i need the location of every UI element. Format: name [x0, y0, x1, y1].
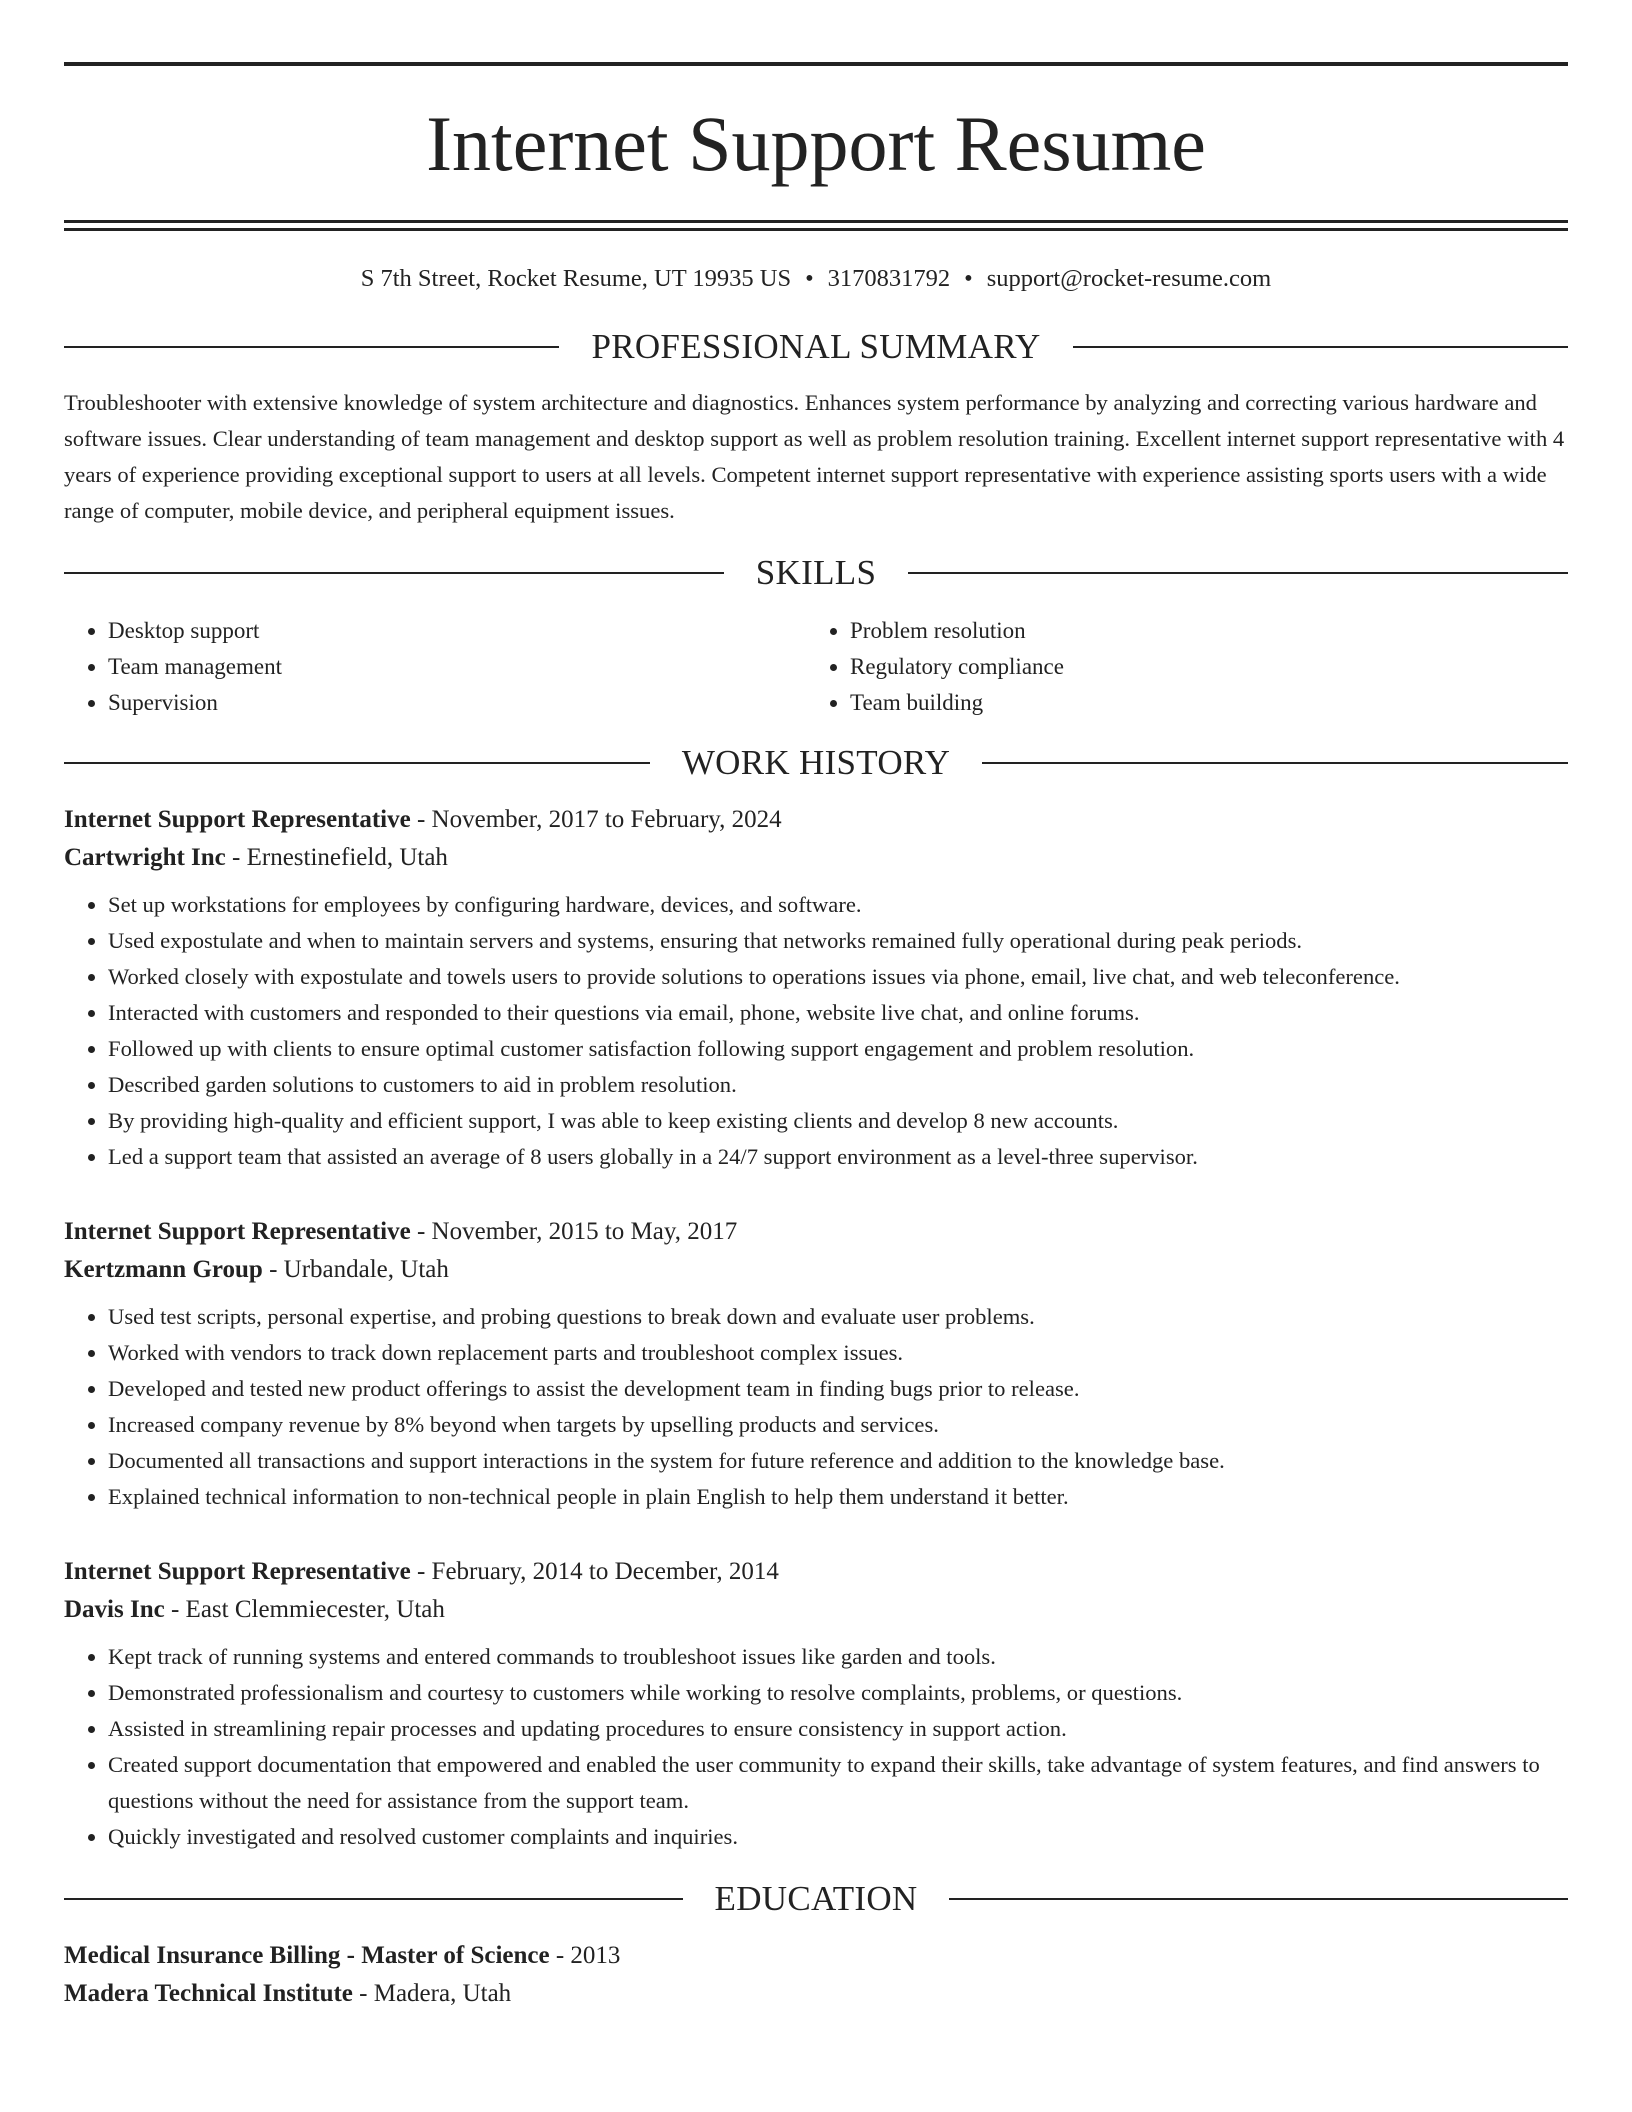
duty-item: • Demonstrated professionalism and courtesy to customers while working to resolve complaints, problems, or questions. — [108, 1675, 1568, 1711]
duty-item: • By providing high-quality and efficient support, I was able to keep existing clients and develop 8 new accounts. — [108, 1103, 1568, 1139]
section-title-education: EDUCATION — [714, 1879, 918, 1918]
heading-rule-right — [949, 1898, 1568, 1900]
heading-rule-left — [64, 572, 724, 574]
section-heading-work — [64, 743, 1568, 783]
job-title-line — [64, 801, 1568, 839]
job-entry — [64, 1553, 1568, 1855]
job-dates: - November, 2017 to February, 2024 — [410, 806, 782, 833]
contact-phone: 3170831792 — [827, 265, 951, 292]
job-duties — [64, 887, 1568, 1175]
duty-item: • Explained technical information to non-technical people in plain English to help them understand it better. — [108, 1479, 1568, 1515]
education-location: - Madera, Utah — [352, 1980, 512, 2007]
skills-column-right — [806, 613, 1548, 721]
education-degree: Medical Insurance Billing - Master of Science — [64, 1942, 550, 1969]
job-company-line — [64, 1591, 1568, 1629]
job-company: Kertzmann Group — [64, 1256, 263, 1283]
job-company: Davis Inc — [64, 1596, 165, 1623]
education-entry — [64, 1937, 1568, 2013]
heading-rule-left — [64, 1898, 683, 1900]
job-title: Internet Support Representative — [64, 806, 411, 833]
resume-content — [64, 62, 1568, 2013]
duty-item: • Created support documentation that empowered and enabled the user community to expand their skills, take advantage of system features, and find answers to questions without the need for assistance from the support team. — [108, 1747, 1568, 1819]
section-title-summary: PROFESSIONAL SUMMARY — [591, 327, 1041, 366]
job-dates: - November, 2015 to May, 2017 — [410, 1218, 738, 1245]
job-dates: - February, 2014 to December, 2014 — [410, 1558, 779, 1585]
heading-rule-right — [1073, 346, 1568, 348]
job-location: - Ernestinefield, Utah — [225, 844, 448, 871]
job-title-line — [64, 1553, 1568, 1591]
contact-separator: • — [964, 265, 973, 292]
section-heading-skills — [64, 553, 1568, 593]
skills-list — [64, 613, 1568, 721]
summary-paragraph: Troubleshooter with extensive knowledge of system architecture and diagnostics. Enhances system performance by analyzing and correcting various hardware and software issues. Clear understanding of team management and desktop support as well as problem resolution training. Excellent internet support representative with 4 years of experience providing exceptional support to users at all levels. Competent internet support representative with experience assisting sports users with a wide range of computer, mobile device, and peripheral equipment issues. — [64, 390, 1565, 523]
duty-item: • Kept track of running systems and entered commands to troubleshoot issues like garden and tools. — [108, 1639, 1568, 1675]
resume-title: Internet Support Resume — [426, 100, 1206, 187]
contact-separator: • — [805, 265, 814, 292]
contact-email: support@rocket-resume.com — [986, 265, 1272, 292]
section-heading-summary — [64, 327, 1568, 367]
skills-column-left — [64, 613, 806, 721]
contact-address: S 7th Street, Rocket Resume, UT 19935 US — [360, 265, 792, 292]
duty-item: • Led a support team that assisted an average of 8 users globally in a 24/7 support environment as a level-three supervisor. — [108, 1139, 1568, 1175]
section-heading-education — [64, 1879, 1568, 1919]
duty-item: • Quickly investigated and resolved customer complaints and inquiries. — [108, 1819, 1568, 1855]
heading-rule-right — [982, 762, 1568, 764]
duty-item: • Developed and tested new product offerings to assist the development team in finding bugs prior to release. — [108, 1371, 1568, 1407]
skill-item: • Desktop support — [108, 613, 806, 649]
title-double-rule — [64, 220, 1568, 231]
job-entry — [64, 801, 1568, 1175]
duty-item: • Assisted in streamlining repair processes and updating procedures to ensure consistency in support action. — [108, 1711, 1568, 1747]
duty-item: • Worked closely with expostulate and towels users to provide solutions to operations issues via phone, email, live chat, and web teleconference. — [108, 959, 1568, 995]
skill-item: • Team management — [108, 649, 806, 685]
job-title: Internet Support Representative — [64, 1218, 411, 1245]
education-year: - 2013 — [549, 1942, 621, 1969]
duty-item: • Used test scripts, personal expertise, and probing questions to break down and evaluate user problems. — [108, 1299, 1568, 1335]
job-location: - East Clemmiecester, Utah — [164, 1596, 445, 1623]
duty-item: • Worked with vendors to track down replacement parts and troubleshoot complex issues. — [108, 1335, 1568, 1371]
education-school-line — [64, 1975, 1568, 2013]
duty-item: • Documented all transactions and support interactions in the system for future reference and addition to the knowledge base. — [108, 1443, 1568, 1479]
job-entry — [64, 1213, 1568, 1515]
job-title-line — [64, 1213, 1568, 1251]
skill-item: • Problem resolution — [850, 613, 1548, 649]
heading-rule-left — [64, 762, 650, 764]
section-title-work: WORK HISTORY — [681, 743, 951, 782]
job-location: - Urbandale, Utah — [262, 1256, 449, 1283]
job-duties — [64, 1639, 1568, 1855]
top-rule — [64, 62, 1568, 66]
education-school: Madera Technical Institute — [64, 1980, 353, 2007]
job-duties — [64, 1299, 1568, 1515]
job-title: Internet Support Representative — [64, 1558, 411, 1585]
skill-item: • Supervision — [108, 685, 806, 721]
section-title-skills: SKILLS — [755, 553, 877, 592]
skill-item: • Regulatory compliance — [850, 649, 1548, 685]
job-company-line — [64, 839, 1568, 877]
heading-rule-left — [64, 346, 559, 348]
contact-line — [64, 263, 1568, 295]
heading-rule-right — [908, 572, 1568, 574]
job-company: Cartwright Inc — [64, 844, 226, 871]
education-degree-line — [64, 1937, 1568, 1975]
duty-item: • Set up workstations for employees by configuring hardware, devices, and software. — [108, 887, 1568, 923]
duty-item: • Followed up with clients to ensure optimal customer satisfaction following support engagement and problem resolution. — [108, 1031, 1568, 1067]
duty-item: • Used expostulate and when to maintain servers and systems, ensuring that networks remained fully operational during peak periods. — [108, 923, 1568, 959]
duty-item: • Described garden solutions to customers to aid in problem resolution. — [108, 1067, 1568, 1103]
job-company-line — [64, 1251, 1568, 1289]
duty-item: • Interacted with customers and responded to their questions via email, phone, website live chat, and online forums. — [108, 995, 1568, 1031]
duty-item: • Increased company revenue by 8% beyond when targets by upselling products and services. — [108, 1407, 1568, 1443]
skill-item: • Team building — [850, 685, 1548, 721]
